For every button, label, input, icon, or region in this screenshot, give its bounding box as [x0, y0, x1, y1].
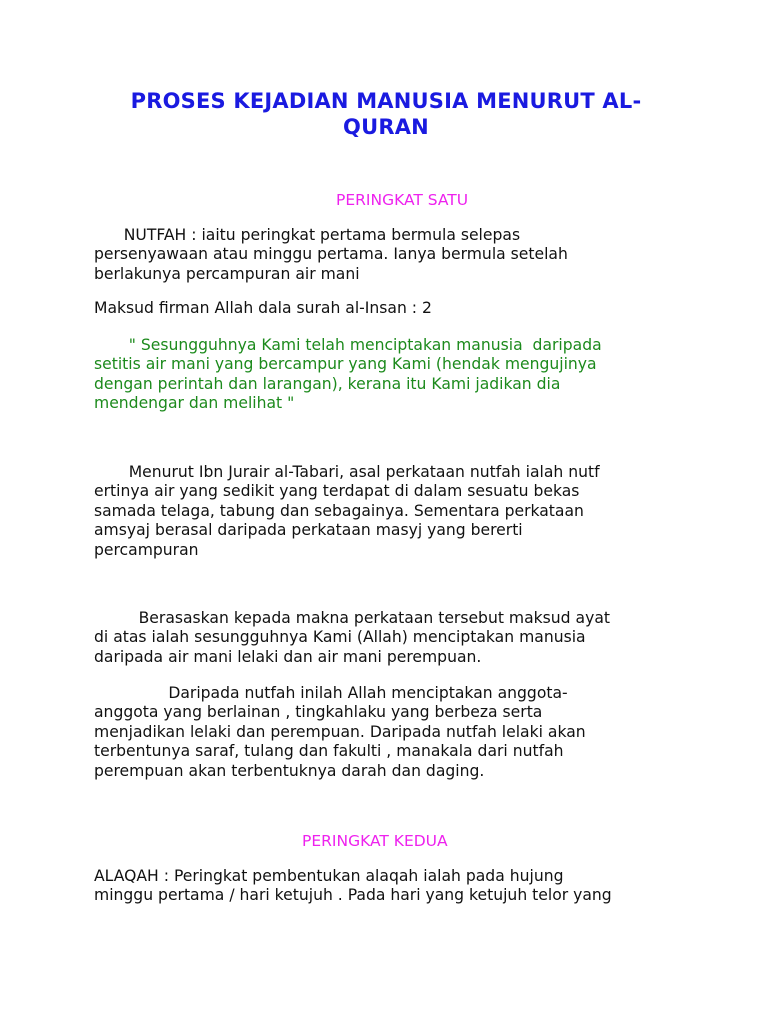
- section-heading-peringkat-satu: PERINGKAT SATU: [336, 191, 469, 209]
- text-line: setitis air mani yang bercampur yang Kami (hendak mengujinya: [94, 355, 597, 374]
- text-line: dengan perintah dan larangan), kerana itu Kami jadikan dia: [94, 374, 561, 393]
- text-line: berlakunya percampuran air mani: [94, 264, 360, 283]
- text-line: ALAQAH : Peringkat pembentukan alaqah ialah pada hujung: [94, 867, 564, 885]
- paragraph-berasaskan: [94, 609, 694, 667]
- text-line: persenyawaan atau minggu pertama. Ianya bermula setelah: [94, 245, 568, 264]
- text-line: anggota yang berlainan , tingkahlaku yang berbeza serta: [94, 703, 543, 722]
- text-line: menjadikan lelaki dan perempuan. Daripada nutfah lelaki akan: [94, 722, 586, 741]
- text-line: ertinya air yang sedikit yang terdapat di dalam sesuatu bekas: [94, 482, 580, 501]
- text-line: amsyaj berasal daripada perkataan masyj yang bererti: [94, 521, 523, 540]
- paragraph-ibn-jurair: [94, 463, 694, 560]
- text-line: mendengar dan melihat ": [94, 394, 295, 413]
- text-line: Menurut Ibn Jurair al-Tabari, asal perkataan nutfah ialah nutf: [94, 463, 600, 481]
- title-line-2: QURAN: [343, 115, 429, 139]
- text-line: percampuran: [94, 540, 199, 559]
- paragraph-nutfah: [94, 226, 694, 284]
- text-line: perempuan akan terbentuknya darah dan daging.: [94, 761, 485, 780]
- text-line: Maksud firman Allah dala surah al-Insan : 2: [94, 299, 432, 317]
- text-line: terbentunya saraf, tulang dan fakulti , manakala dari nutfah: [94, 742, 564, 761]
- text-line: di atas ialah sesungguhnya Kami (Allah) menciptakan manusia: [94, 628, 586, 647]
- text-line: Berasaskan kepada makna perkataan tersebut maksud ayat: [94, 609, 610, 627]
- quote-al-insan: [94, 336, 694, 414]
- document-title: [90, 88, 682, 140]
- paragraph-alaqah: [94, 867, 694, 906]
- text-line: NUTFAH : iaitu peringkat pertama bermula selepas: [94, 226, 521, 244]
- title-line-1: PROSES KEJADIAN MANUSIA MENURUT AL-: [130, 89, 642, 113]
- paragraph-daripada-nutfah: [94, 684, 694, 781]
- text-line: " Sesungguhnya Kami telah menciptakan manusia daripada: [94, 336, 602, 354]
- text-line: daripada air mani lelaki dan air mani perempuan.: [94, 647, 482, 666]
- text-line: samada telaga, tabung dan sebagainya. Sementara perkataan: [94, 501, 584, 520]
- text-line: minggu pertama / hari ketujuh . Pada hari yang ketujuh telor yang: [94, 886, 612, 905]
- paragraph-firman: [94, 299, 694, 318]
- text-line: Daripada nutfah inilah Allah menciptakan anggota-: [94, 684, 568, 702]
- section-heading-peringkat-kedua: PERINGKAT KEDUA: [302, 832, 448, 850]
